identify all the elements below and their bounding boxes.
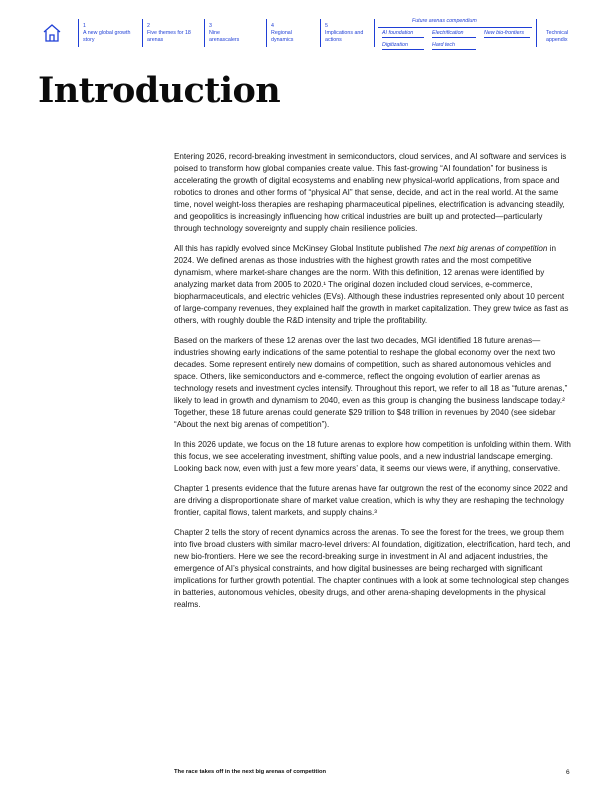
nav-chapter-3[interactable] <box>209 23 247 44</box>
paragraph: Chapter 1 presents evidence that the future arenas have far outgrown the rest of the economy since 2022 and are driving a disproportionate share of market value creation, which is why they are reshaping the technology frontier, capital flows, talent markets, and supply chains.³ <box>174 484 568 517</box>
nav-chapter-label: Implications and actions <box>325 30 364 43</box>
nav-chapter-1[interactable] <box>83 23 131 44</box>
nav-divider <box>374 19 375 47</box>
nav-technical-appendix[interactable] <box>546 30 582 44</box>
nav-chapter-label: Regional dynamics <box>271 30 294 43</box>
compendium-link-electrification[interactable]: Electrification <box>432 30 476 38</box>
article-body <box>174 151 571 619</box>
paragraph-text: All this has rapidly evolved since McKinsey Global Institute published <box>174 244 424 253</box>
nav-divider <box>142 19 143 47</box>
compendium-title: Future arenas compendium <box>412 18 477 24</box>
nav-chapter-4[interactable] <box>271 23 305 44</box>
nav-divider <box>536 19 537 47</box>
nav-divider <box>266 19 267 47</box>
nav-chapter-2[interactable] <box>147 23 195 44</box>
paragraph <box>174 243 571 327</box>
nav-chapter-label: Nine arenascalers <box>209 30 240 43</box>
nav-divider <box>78 19 79 47</box>
compendium-link-hard-tech[interactable]: Hard tech <box>432 42 476 50</box>
compendium-link-ai-foundation[interactable]: AI foundation <box>382 30 424 38</box>
top-navigation <box>0 17 612 51</box>
nav-chapter-number: 4 <box>271 23 274 29</box>
nav-chapter-number: 2 <box>147 23 150 29</box>
paragraph: Chapter 2 tells the story of recent dynamics across the arenas. To see the forest for the trees, we group them into five broad clusters with similar macro-level drivers: AI foundation, digitization, electrification, hard tech, and new bio-frontiers. Here we see the record-breaking surge in investment in AI and adjacent industries, the emergence of AI’s physical constraints, and how digital businesses are being recharged with significant implications for further growth potential. The chapter continues with a look at some technological step changes in batteries, autonomous vehicles, obesity drugs, and other arena-shaping developments in the physical realms. <box>174 528 571 609</box>
compendium-link-new-bio-frontiers[interactable]: New bio-frontiers <box>484 30 530 38</box>
paragraph: In this 2026 update, we focus on the 18 future arenas to explore how competition is unfolding within them. With this focus, we see accelerating investment, shifting value pools, and a new industrial landscape emerging. Looking back now, even with just a few more years’ data, it seems our views were, if anything, conservative. <box>174 440 571 473</box>
nav-chapter-label: A new global growth story <box>83 30 131 43</box>
page-number: 6 <box>566 769 570 776</box>
nav-chapter-number: 1 <box>83 23 86 29</box>
nav-divider <box>204 19 205 47</box>
nav-chapter-5[interactable] <box>325 23 365 44</box>
publication-title: The next big arenas of competition <box>423 244 548 253</box>
page-title: Introduction <box>38 70 281 111</box>
paragraph-text: in 2024. We defined arenas as those industries with the highest growth rates and the most competitive dynamism, where market-share changes are the norm. With this definition, 12 arenas were identified by analyzing market data from 2005 to 2020.¹ The original dozen included cloud services, e-commerce, biopharmaceuticals, and electric vehicles (EVs). Although these industries represented only about 10 percent of large-company revenues, they explained half the growth in market capitalization. They grew twice as fast as others, with roughly double the R&D intensity and triple the profitability. <box>174 244 569 325</box>
nav-chapter-number: 3 <box>209 23 212 29</box>
paragraph: Entering 2026, record-breaking investment in semiconductors, cloud services, and AI software and services is poised to transform how global companies create value. This fast-growing “AI foundation” for business is accelerating the growth of digital ecosystems and enabling new physical-world applications, from space and robotics to drones and other forms of “physical AI” that sense, decide, and act in the real world. At the same time, novel weight-loss therapies are reshaping pharmaceutical pipelines, electrification is advancing steadily, and geopolitics is increasingly influencing how critical industries are built up and protected—particularly through technology sovereignty and supply chain resilience policies. <box>174 152 567 233</box>
nav-appendix-label: Technical appendix <box>546 30 569 43</box>
paragraph: Based on the markers of these 12 arenas over the last two decades, MGI identified 18 future arenas—industries showing early indications of the same potential to reshape the global economy over the next two decades. Some represent entirely new domains of competition, such as shared autonomous vehicles and space. Others, like semiconductors and e-commerce, reflect the ongoing evolution of earlier arenas as technology resets and investment cycles intensify. Throughout this report, we refer to all 18 as “future arenas,” likely to lead in growth and dynamism to 2040, even as this group is changing the business landscape today.² Together, these 18 future arenas could generate $29 trillion to $48 trillion in revenues by 2040 (see sidebar “About the next big arenas of competition”). <box>174 336 568 429</box>
compendium-rule <box>378 27 532 28</box>
footer-report-title: The race takes off in the next big arenas of competition <box>174 769 327 775</box>
nav-chapter-label: Five themes for 18 arenas <box>147 30 191 43</box>
nav-divider <box>320 19 321 47</box>
compendium-link-digitization[interactable]: Digitization <box>382 42 424 50</box>
compendium-links <box>378 27 532 51</box>
nav-chapter-number: 5 <box>325 23 328 29</box>
home-icon[interactable] <box>42 23 62 43</box>
